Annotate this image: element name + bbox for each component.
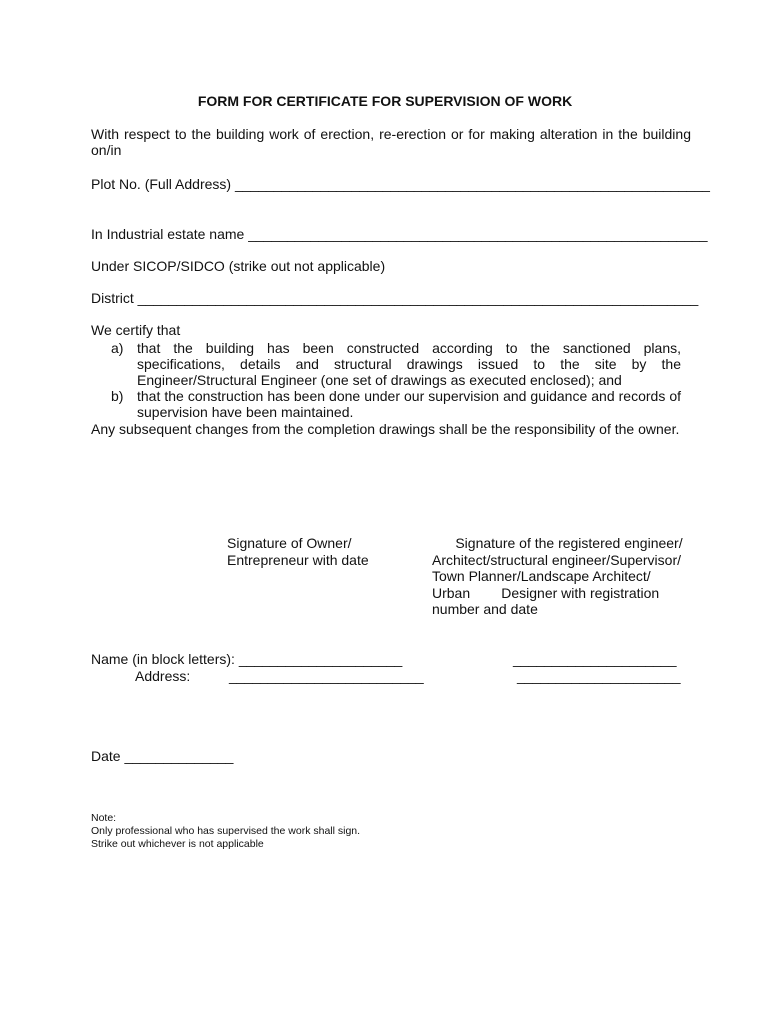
owner-signature-block [227, 535, 397, 568]
form-title: FORM FOR CERTIFICATE FOR SUPERVISION OF WORK [197, 93, 573, 109]
sicop-sidco-field: Under SICOP/SIDCO (strike out not applicable) [91, 258, 386, 274]
engineer-signature-line: Signature of the registered engineer/ [432, 535, 683, 551]
engineer-name-blank[interactable]: _____________________ [513, 651, 677, 667]
address-label: Address: [135, 668, 191, 684]
certify-item-a [111, 340, 681, 388]
note-line: Strike out whichever is not applicable [91, 838, 264, 850]
engineer-address-blank[interactable]: _____________________ [517, 668, 681, 684]
engineer-signature-line: number and date [432, 601, 538, 617]
list-marker: a) [111, 340, 124, 356]
closing-statement: Any subsequent changes from the completion drawings shall be the responsibility of the owner. [91, 421, 680, 437]
owner-signature-line: Signature of Owner/ [227, 535, 352, 551]
engineer-signature-line: Town Planner/Landscape Architect/ [432, 568, 651, 584]
district-field[interactable]: District ________________________________________________________________________ [91, 290, 699, 306]
engineer-signature-line: Urban Designer with registration [432, 584, 660, 601]
owner-address-blank[interactable]: _________________________ [229, 668, 424, 684]
name-field[interactable]: Name (in block letters): _____________________ [91, 651, 403, 667]
certify-lead: We certify that [91, 322, 181, 338]
list-marker: b) [111, 388, 124, 404]
engineer-signature-line: Architect/structural engineer/Supervisor/ [432, 551, 681, 568]
list-item-text: that the building has been constructed according to the sanctioned plans, specifications, details and structural drawings issued to the site by the Engineer/Structural Engineer (one set of drawings as executed enclosed); and [137, 340, 681, 388]
engineer-signature-block [432, 535, 692, 618]
list-item-text: that the construction has been done under our supervision and guidance and records of supervision have been maintained. [137, 388, 681, 420]
note-block [91, 812, 360, 851]
owner-signature-line: Entrepreneur with date [227, 551, 369, 568]
date-field[interactable]: Date ______________ [91, 748, 234, 764]
certify-item-b [111, 388, 681, 420]
plot-address-field[interactable]: Plot No. (Full Address) _____________________________________________________________ [91, 176, 710, 192]
intro-paragraph: With respect to the building work of erection, re-erection or for making alteration in the building on/in [91, 126, 691, 158]
note-line: Only professional who has supervised the work shall sign. [91, 825, 361, 837]
industrial-estate-field[interactable]: In Industrial estate name ___________________________________________________________ [91, 226, 708, 242]
note-heading: Note: [91, 812, 117, 824]
